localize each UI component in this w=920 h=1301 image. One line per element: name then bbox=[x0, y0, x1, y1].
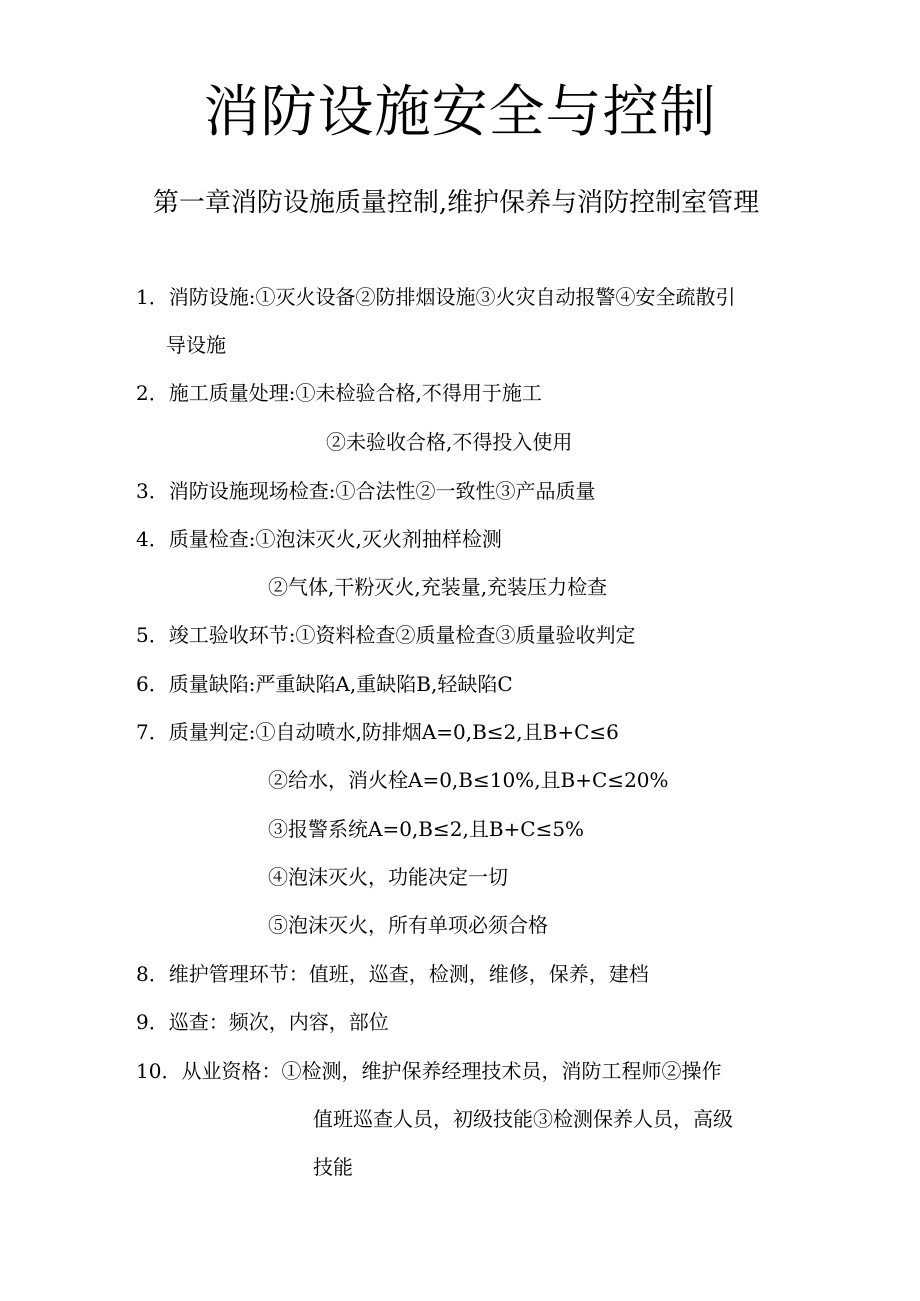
document-title: 消防设施安全与控制 bbox=[203, 80, 717, 145]
chapter-heading: 第一章消防设施质量控制,维护保养与消防控制室管理 bbox=[152, 188, 760, 218]
list-item-5: 5．竣工验收环节:①资料检查②质量检查③质量验收判定 bbox=[136, 623, 636, 647]
list-item-1-continued: 导设施 bbox=[166, 333, 226, 357]
list-item-8: 8．维护管理环节：值班，巡查，检测，维修，保养，建档 bbox=[136, 962, 649, 986]
list-item-3: 3．消防设施现场检查:①合法性②一致性③产品质量 bbox=[136, 479, 596, 503]
list-item-4: 4．质量检查:①泡沫灭火,灭火剂抽样检测 bbox=[136, 527, 502, 551]
list-item-7: 7．质量判定:①自动喷水,防排烟A=0,B≤2,且B+C≤6 bbox=[136, 720, 619, 744]
list-item-4-sub: ②气体,干粉灭火,充装量,充装压力检查 bbox=[268, 575, 608, 599]
list-item-10-continued-2: 技能 bbox=[313, 1155, 353, 1179]
list-item-7-sub-2: ②给水，消火栓A=0,B≤10%,且B+C≤20% bbox=[268, 768, 669, 792]
list-item-7-sub-3: ③报警系统A=0,B≤2,且B+C≤5% bbox=[268, 817, 585, 841]
list-item-1: 1．消防设施:①灭火设备②防排烟设施③火灾自动报警④安全疏散引 bbox=[136, 285, 736, 309]
list-item-10: 10．从业资格：①检测，维护保养经理技术员，消防工程师②操作 bbox=[136, 1059, 722, 1083]
list-item-7-sub-5: ⑤泡沫灭火，所有单项必须合格 bbox=[268, 913, 548, 937]
list-item-6: 6．质量缺陷:严重缺陷A,重缺陷B,轻缺陷C bbox=[136, 672, 513, 696]
list-item-2: 2．施工质量处理:①未检验合格,不得用于施工 bbox=[136, 381, 542, 405]
list-item-9: 9．巡查：频次，内容，部位 bbox=[136, 1010, 389, 1034]
list-item-2-sub: ②未验收合格,不得投入使用 bbox=[326, 430, 573, 454]
list-item-7-sub-4: ④泡沫灭火，功能决定一切 bbox=[268, 865, 508, 889]
list-item-10-continued: 值班巡查人员，初级技能③检测保养人员，高级 bbox=[313, 1107, 733, 1131]
